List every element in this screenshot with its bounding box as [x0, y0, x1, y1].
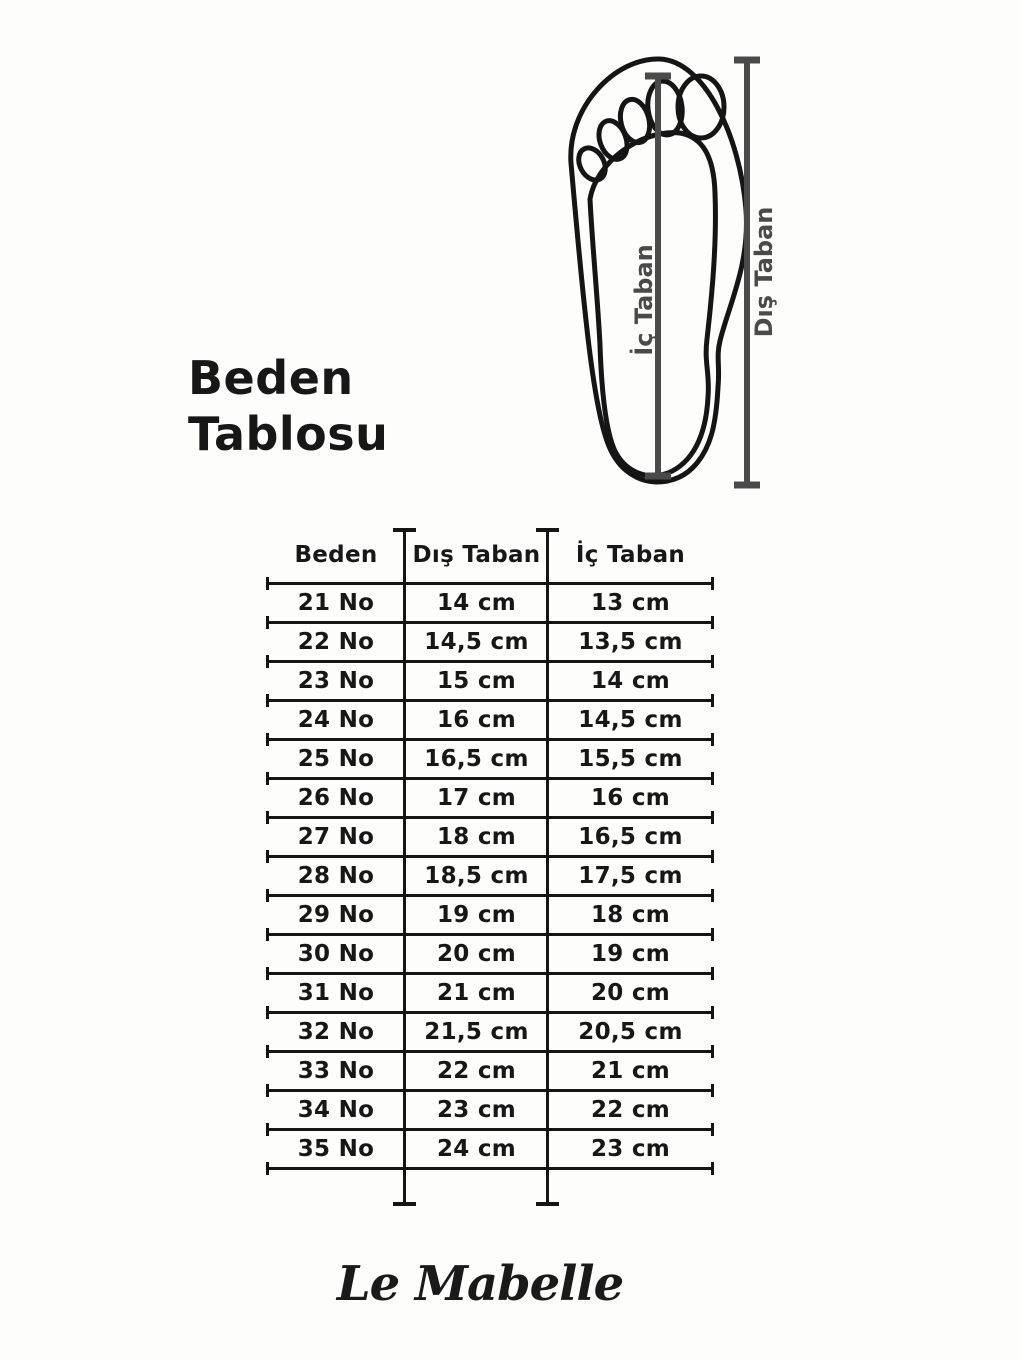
table-bottom-line [267, 1167, 713, 1170]
cell-ic-taban: 20 cm [590, 980, 671, 1006]
cell-beden: 28 No [297, 863, 375, 889]
cell-ic-taban: 17,5 cm [578, 863, 683, 889]
foot-measurement-diagram [540, 45, 800, 505]
cell-beden: 34 No [297, 1097, 375, 1123]
header-dis-taban: Dış Taban [412, 541, 541, 568]
cell-dis-taban: 22 cm [436, 1058, 517, 1084]
cell-ic-taban: 20,5 cm [578, 1019, 683, 1045]
cell-beden: 32 No [297, 1019, 375, 1045]
inner-sole-label: İç Taban [630, 244, 658, 356]
size-table-body [267, 582, 713, 1167]
cell-beden: 22 No [297, 629, 375, 655]
cell-dis-taban: 21 cm [436, 980, 517, 1006]
brand-logo: Le Mabelle [336, 1256, 624, 1312]
table-row [267, 777, 713, 816]
cell-beden: 23 No [297, 668, 375, 694]
cell-beden: 30 No [297, 941, 375, 967]
cell-ic-taban: 21 cm [590, 1058, 671, 1084]
table-column-divider-2 [546, 529, 549, 1205]
table-row [267, 816, 713, 855]
cell-ic-taban: 19 cm [590, 941, 671, 967]
table-row [267, 894, 713, 933]
cell-ic-taban: 22 cm [590, 1097, 671, 1123]
cell-ic-taban: 13 cm [590, 590, 671, 616]
cell-dis-taban: 15 cm [436, 668, 517, 694]
cell-ic-taban: 23 cm [590, 1136, 671, 1162]
table-row [267, 972, 713, 1011]
cell-ic-taban: 15,5 cm [578, 746, 683, 772]
table-row [267, 855, 713, 894]
cell-beden: 21 No [297, 590, 375, 616]
page-title-line2: Tablosu [188, 407, 389, 462]
table-row [267, 738, 713, 777]
header-beden: Beden [294, 541, 378, 568]
cell-beden: 31 No [297, 980, 375, 1006]
cell-dis-taban: 21,5 cm [424, 1019, 529, 1045]
size-table [267, 527, 713, 1170]
cell-ic-taban: 16,5 cm [578, 824, 683, 850]
table-row [267, 1011, 713, 1050]
cell-dis-taban: 23 cm [436, 1097, 517, 1123]
cell-dis-taban: 20 cm [436, 941, 517, 967]
cell-dis-taban: 14,5 cm [424, 629, 529, 655]
page-title [188, 350, 388, 462]
table-row [267, 621, 713, 660]
cell-beden: 35 No [297, 1136, 375, 1162]
cell-beden: 27 No [297, 824, 375, 850]
cell-dis-taban: 18 cm [436, 824, 517, 850]
header-ic-taban: İç Taban [575, 541, 686, 568]
table-column-divider-1 [403, 529, 406, 1205]
table-header-row [267, 527, 713, 582]
cell-ic-taban: 13,5 cm [578, 629, 683, 655]
cell-dis-taban: 14 cm [436, 590, 517, 616]
cell-beden: 25 No [297, 746, 375, 772]
table-row [267, 1089, 713, 1128]
cell-beden: 24 No [297, 707, 375, 733]
cell-ic-taban: 18 cm [590, 902, 671, 928]
table-row [267, 699, 713, 738]
cell-dis-taban: 19 cm [436, 902, 517, 928]
cell-ic-taban: 14,5 cm [578, 707, 683, 733]
cell-dis-taban: 18,5 cm [424, 863, 529, 889]
table-row [267, 660, 713, 699]
page-title-line1: Beden [188, 351, 354, 405]
cell-dis-taban: 17 cm [436, 785, 517, 811]
cell-dis-taban: 24 cm [436, 1136, 517, 1162]
cell-beden: 29 No [297, 902, 375, 928]
cell-ic-taban: 14 cm [590, 668, 671, 694]
table-row [267, 582, 713, 621]
cell-ic-taban: 16 cm [590, 785, 671, 811]
cell-beden: 33 No [297, 1058, 375, 1084]
cell-beden: 26 No [297, 785, 375, 811]
table-row [267, 1128, 713, 1167]
cell-dis-taban: 16 cm [436, 707, 517, 733]
table-row [267, 1050, 713, 1089]
table-row [267, 933, 713, 972]
cell-dis-taban: 16,5 cm [424, 746, 529, 772]
outer-sole-label: Dış Taban [750, 206, 778, 338]
